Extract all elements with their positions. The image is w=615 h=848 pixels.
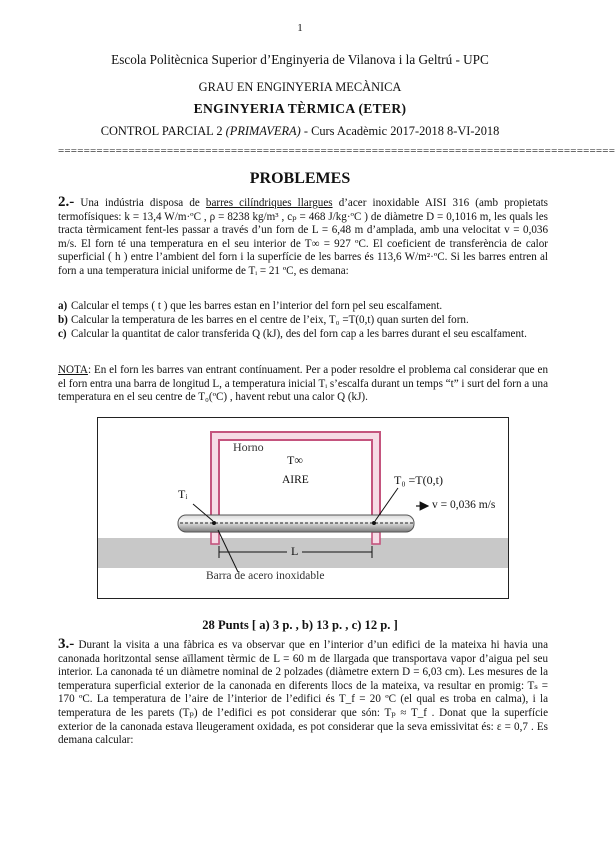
question-a [58, 300, 548, 313]
problem-3-number: 3.- [58, 636, 75, 652]
aire-label: AIRE [282, 474, 309, 486]
question-c-label: c) [58, 328, 67, 340]
velocity-label: v = 0,036 m/s [432, 499, 496, 511]
degree-name: GRAU EN ENGINYERIA MECÀNICA [198, 80, 402, 94]
ti-point [212, 521, 216, 525]
ground [98, 538, 508, 568]
control-term: (PRIMAVERA) [225, 124, 301, 138]
bar-label: Barra de acero inoxidable [206, 570, 325, 582]
length-label: L [287, 544, 302, 559]
furnace-figure [97, 417, 509, 599]
problem-2-number: 2.- [58, 194, 75, 210]
nota-label: NOTA [58, 364, 88, 376]
problem-2-intro-underlined: barres cilíndriques llargues [205, 197, 333, 209]
problem-2-intro-a: Una indústria disposa de [80, 197, 200, 209]
nota-text: : En el forn les barres van entrant contínuament. Per a poder resoldre el problema cal considerar que en el forn entra una barra de longitud L, a temperatura inicial Tᵢ s’escalfa durant un temps “t” i surt del forn a una temperatura en el seu centre de T₀(ºC) , havent rebut una calor Q (kJ). [58, 364, 548, 404]
furnace-leg-left [211, 532, 219, 544]
exam-info [0, 124, 600, 139]
question-c-text: Calcular la quantitat de calor transferida Q (kJ), des del forn cap a les barres durant el seu escalfament. [71, 328, 527, 340]
school-name: Escola Politècnica Superior d’Enginyeria de Vilanova i la Geltrú - UPC [111, 52, 489, 67]
nota-paragraph [58, 364, 548, 405]
question-a-label: a) [58, 300, 68, 312]
separator-rule: ======================================================================================= [58, 145, 615, 157]
page-number: 1 [297, 22, 303, 34]
problem-2-intro-b: d’acer inoxidable AISI 316 (amb propietats termofísiques: k = 13,4 W/m·ºC , ρ = 8238 kg/m³ , cₚ = 468 J/kg·ºC ) de diàmetre D = 0,1016 m, les quals les tracta tèrmicament fent-les passar a través d’un forn de L = 6,48 m d’amplada, amb una velocitat v = 0,036 m/s. El forn té una temperatura en el seu interior de T∞ = 927 ºC. El coeficient de transferència de calor superficial ( h ) entre l’ambient del forn i la superfície de les barres és 113,6 W/m²·ºC. Si les barres entren al forn a una temperatura inicial uniforme de Tᵢ = 21 ºC, es demana: [58, 197, 548, 277]
problem-3-text: Durant la visita a una fàbrica es va observar que en l’interior d’un edifici de la mateixa hi havia una canonada horitzontal sense aïllament tèrmic de L = 60 m de llargada que transportava vapor d’aigua pel seu interior. La canonada té un diàmetre nominal de 2 polzades (diàmetre extern D = 6,03 cm). Les mesures de la temperatura superficial exterior de la canonada en diferents llocs de la mateixa, va resultar en promig: Tₛ = 170 ºC. La temperatura de l’aire de l’interior de l’edifici és T_f = 20 ºC (el qual es troba en calma), i la temperatura de les parets (Tₚ) de l’edifici es pot considerar que són: Tₚ ≈ T_f . Donat que la superfície exterior de la canonada estava lleugerament oxidada, es pot considerar que la seva emissivitat és: ε = 0,7 . Es demana calcular: [58, 639, 549, 747]
problem-2-statement [58, 196, 548, 279]
question-a-text: Calcular el temps ( t ) que les barres estan en l’interior del forn pel seu escalfament. [71, 300, 443, 312]
control-suffix: - Curs Acadèmic 2017-2018 8-VI-2018 [303, 124, 500, 138]
question-b-text: Calcular la temperatura de les barres en el centre de l’eix, T₀ =T(0,t) quan surten del forn. [71, 314, 469, 326]
furnace-leg-right [372, 532, 380, 544]
control-prefix: CONTROL PARCIAL 2 [100, 124, 223, 138]
section-title: PROBLEMES [249, 170, 351, 187]
horno-label: Horno [233, 440, 264, 454]
tinf-label: T∞ [287, 453, 303, 467]
t0-point [372, 521, 376, 525]
question-b [58, 314, 548, 327]
ti-label: Tᵢ [178, 487, 188, 501]
points-line: 28 Punts [ a) 3 p. , b) 13 p. , c) 12 p. ] [202, 618, 398, 632]
question-b-label: b) [58, 314, 68, 326]
question-c [58, 328, 548, 341]
problem-3-statement [58, 638, 548, 748]
t0-label: T₀ =T(0,t) [394, 473, 443, 487]
subject-title: ENGINYERIA TÈRMICA (ETER) [193, 101, 407, 116]
